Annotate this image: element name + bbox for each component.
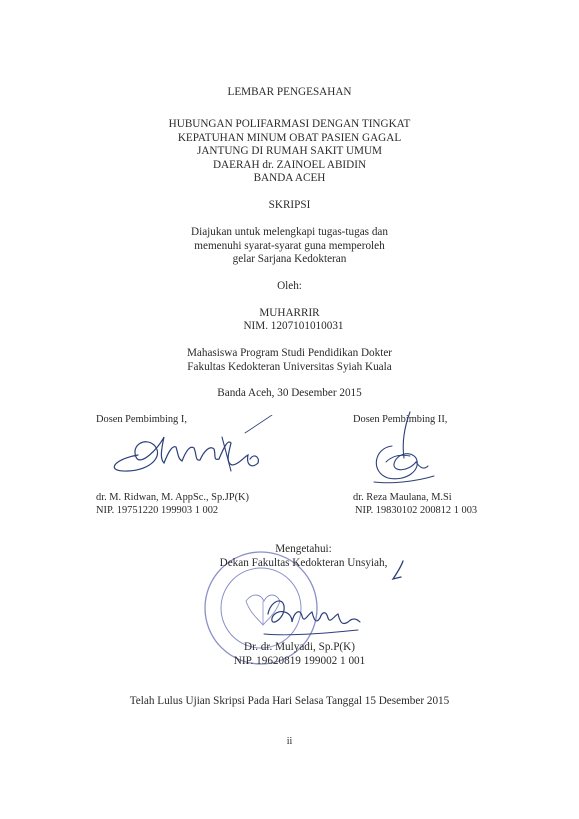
supervisor2-role: Dosen Pembimbing II,: [353, 414, 448, 425]
place-date: Banda Aceh, 30 Desember 2015: [217, 387, 362, 399]
purpose-line: gelar Sarjana Kedokteran: [232, 253, 347, 265]
purpose-line: Diajukan untuk melengkapi tugas-tugas dan: [191, 226, 388, 238]
supervisor1-role: Dosen Pembimbing I,: [96, 414, 187, 425]
thesis-title-line: BANDA ACEH: [253, 172, 326, 184]
author-nim: NIM. 1207101010031: [243, 320, 344, 332]
supervisor1-signature: [100, 415, 276, 479]
page-number: ii: [286, 736, 293, 747]
dean-name: Dr. dr. Mulyadi, Sp.P(K): [244, 641, 355, 653]
thesis-title-line: KEPATUHAN MINUM OBAT PASIEN GAGAL: [177, 131, 402, 144]
document-type: SKRIPSI: [268, 199, 311, 211]
thesis-title-line: DAERAH dr. ZAINOEL ABIDIN: [212, 158, 367, 171]
page-header: LEMBAR PENGESAHAN: [227, 86, 352, 98]
affiliation-line: Mahasiswa Program Studi Pendidikan Dokter: [186, 347, 393, 359]
dean-role: Dekan Fakultas Kedokteran Unsyiah,: [219, 557, 388, 569]
supervisor1-name: dr. M. Ridwan, M. AppSc., Sp.JP(K): [96, 492, 249, 503]
dean-initial-mark: [391, 559, 407, 583]
approval-label: Mengetahui:: [275, 543, 332, 555]
thesis-title-line: JANTUNG DI RUMAH SAKIT UMUM: [196, 145, 382, 157]
author-name: MUHARRIR: [259, 307, 320, 319]
supervisor2-signature: [368, 410, 440, 488]
dean-signature: [258, 588, 366, 640]
purpose-line: memenuhi syarat-syarat guna memperoleh: [194, 239, 385, 252]
by-label: Oleh:: [277, 280, 302, 292]
supervisor2-nip: NIP. 19830102 200812 1 003: [355, 505, 478, 516]
supervisor1-nip: NIP. 19751220 199903 1 002: [96, 505, 219, 516]
exam-note: Telah Lulus Ujian Skripsi Pada Hari Selasa Tanggal 15 Desember 2015: [129, 695, 450, 707]
affiliation-line: Fakultas Kedokteran Universitas Syiah Kuala: [187, 360, 392, 373]
supervisor2-name: dr. Reza Maulana, M.Si: [353, 492, 452, 503]
thesis-title-line: HUBUNGAN POLIFARMASI DENGAN TINGKAT: [168, 118, 411, 130]
dean-nip: NIP. 19620819 199002 1 001: [233, 655, 366, 667]
